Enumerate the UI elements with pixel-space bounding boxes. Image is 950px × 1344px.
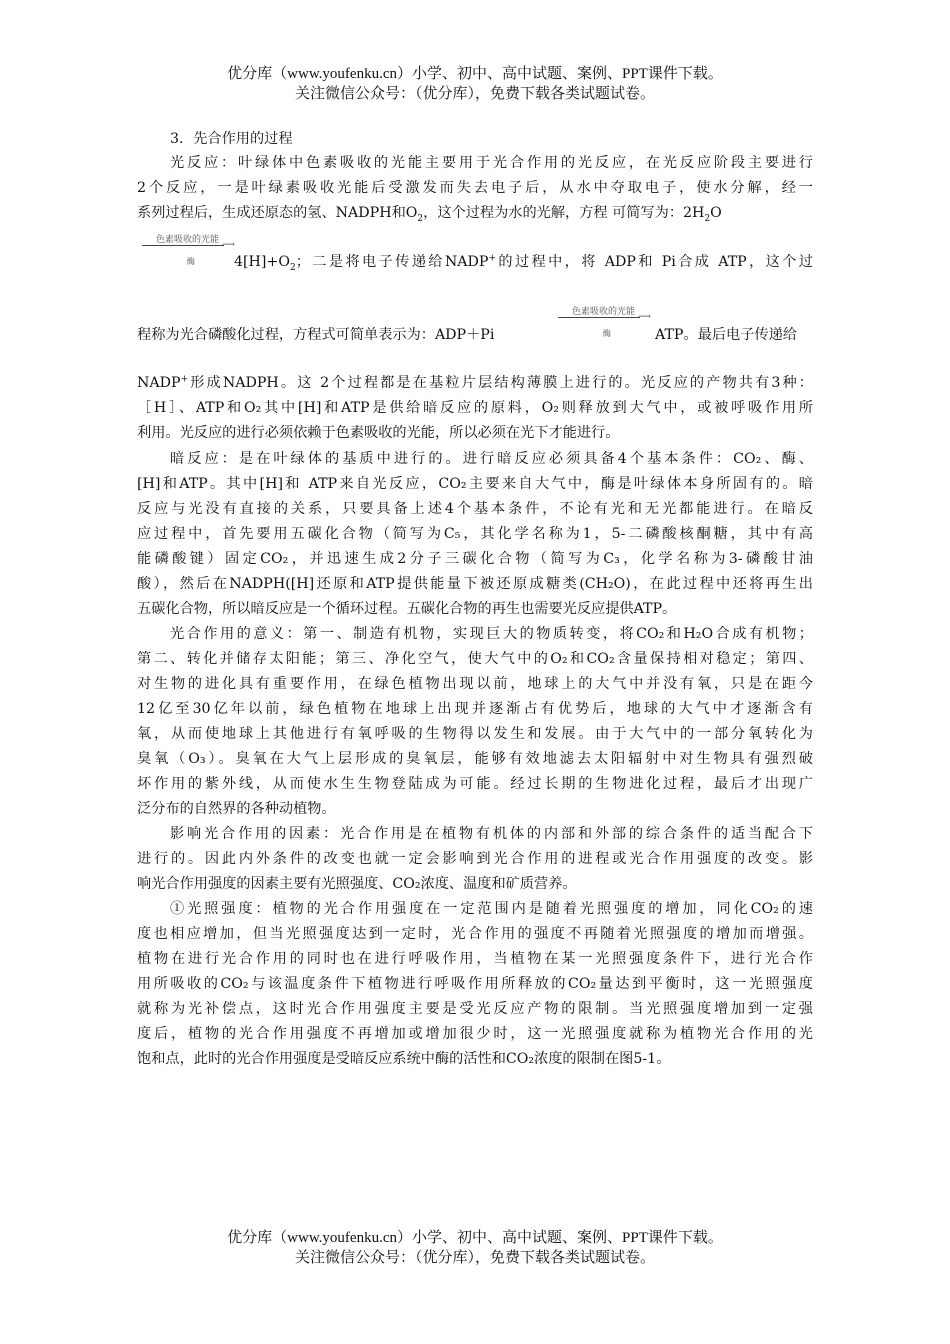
p3-line-4: 12亿至30亿年以前，绿色植物在地球上出现并逐渐占有优势后，地球的大气中才逐渐含有 (137, 701, 813, 717)
p2-line-1: 暗反应：是在叶绿体的基质中进行的。进行暗反应必须具备4个基本条件：CO₂、酶、 (170, 451, 813, 467)
p4-line-2: 进行的。因此内外条件的改变也就一定会影响到光合作用的进程或光合作用强度的改变。影 (137, 851, 813, 867)
p5-line-3: 植物在进行光合作用的同时也在进行呼吸作用，当植物在某一光照强度条件下，进行光合作 (137, 951, 813, 967)
p2-line-2: [H]和ATP。其中[H]和 ATP来自光反应，CO₂主要来自大气中，酶是叶绿体本身所固有的。暗 (137, 476, 813, 492)
p5-line-5: 就称为光补偿点，这时光合作用强度主要是受光反应产物的限制。当光照强度增加到一定强 (137, 1001, 813, 1017)
p3-line-8: 泛分布的自然界的各种动植物。 (137, 801, 336, 817)
footer-line-2: 关注微信公众号：（优分库），免费下载各类试题试卷。 (294, 1250, 655, 1266)
reaction-arrow-photophosphorylation (558, 304, 654, 342)
p4-line-3: 响光合作用强度的因素主要有光照强度、CO₂浓度、温度和矿质营养。 (137, 876, 577, 892)
header-line-1: 优分库（www.youfenku.cn）小学、初中、高中试题、案例、PPT课件下载。 (227, 66, 723, 82)
p2-line-6: 酸），然后在NADPH([H]还原和ATP提供能量下被还原成糖类(CH₂O)，在此过程中还将再生出 (137, 576, 813, 592)
p1-line-4: $4[H]+O_2$；二是将电子传递给NADP+的过程中，将 ADP和 Pi合成 ATP，这个过 (234, 253, 813, 273)
arrow-head-icon: ⟶ (638, 312, 651, 322)
p1-line-6: NADP+形成NADPH。这 2个过程都是在基粒片层结构薄膜上进行的。光反应的产物共有3种： (137, 374, 813, 391)
p5-line-7: 饱和点，此时的光合作用强度是受暗反应系统中酶的活性和CO₂浓度的限制在图5-1。 (137, 1051, 671, 1067)
p3-line-3: 对生物的进化具有重要作用，在绿色植物出现以前，地球上的大气中并没有氧，只是在距今 (137, 676, 813, 692)
section-title: 3．先合作用的过程 (170, 131, 293, 147)
p2-line-5: 能磷酸键）固定CO₂，并迅速生成2分子三碳化合物（简写为C₃，化学名称为3-磷酸甘油 (137, 551, 813, 567)
p3-line-6: 臭氧（O₃）。臭氧在大气上层形成的臭氧层，能够有效地滤去太阳辐射中对生物具有强烈破 (137, 751, 813, 767)
arrow-shaft (558, 317, 640, 318)
p3-line-7: 坏作用的紫外线，从而使水生生物登陆成为可能。经过长期的生物进化过程，最后才出现广 (137, 776, 813, 792)
p2-line-7: 五碳化合物，所以暗反应是一个循环过程。五碳化合物的再生也需要光反应提供ATP。 (137, 601, 677, 617)
p5-line-1: ①光照强度：植物的光合作用强度在一定范围内是随着光照强度的增加，同化CO₂的速 (170, 901, 813, 917)
p1-line-5b: ATP。最后电子传递给 (655, 327, 797, 343)
reaction-arrow-water-photolysis (142, 232, 238, 270)
arrow-condition-label: 色素吸收的光能 (156, 235, 220, 245)
arrow-shaft (142, 245, 224, 246)
arrow-condition-label: 色素吸收的光能 (572, 307, 636, 317)
p5-line-6: 度后，植物的光合作用强度不再增加或增加很少时，这一光照强度就称为植物光合作用的光 (137, 1026, 813, 1042)
p1-line-5a: 程称为光合磷酸化过程，方程式可简单表示为：ADP＋Pi (137, 327, 495, 343)
p2-line-3: 反应与光没有直接的关系，只要具备上述4个基本条件，不论有光和无光都能进行。在暗反 (137, 501, 813, 517)
p3-line-2: 第二、转化并储存太阳能；第三、净化空气，使大气中的O₂和CO₂含量保持相对稳定；第四、 (137, 651, 813, 667)
p5-line-2: 度也相应增加，但当光照强度达到一定时，光合作用的强度不再随着光照强度的增加而增强。 (137, 926, 813, 942)
p2-line-4: 应过程中，首先要用五碳化合物（简写为C₅，其化学名称为1，5-二磷酸核酮糖，其中有高 (137, 526, 813, 542)
p1-line-1: 光反应：叶绿体中色素吸收的光能主要用于光合作用的光反应，在光反应阶段主要进行 (170, 155, 813, 171)
header-line-2: 关注微信公众号：（优分库），免费下载各类试题试卷。 (294, 86, 655, 102)
arrow-head-icon: ⟶ (222, 240, 235, 250)
p5-line-4: 用所吸收的CO₂与该温度条件下植物进行呼吸作用所释放的CO₂量达到平衡时，这一光照强度 (137, 976, 813, 992)
footer-line-1: 优分库（www.youfenku.cn）小学、初中、高中试题、案例、PPT课件下载。 (227, 1230, 723, 1246)
p1-line-3: 系列过程后，生成还原态的氢、NADPH和$O_2$，这个过程为水的光解，方程 可简写为：$2H_2O$ (137, 205, 722, 224)
p1-line-8: 利用。光反应的进行必须依赖于色素吸收的光能，所以必须在光下才能进行。 (137, 425, 620, 441)
p1-line-7: ［H］、ATP和O₂其中[H]和ATP是供给暗反应的原料，O₂则释放到大气中，或被呼吸作用所 (137, 400, 813, 416)
p3-line-5: 氧，从而使地球上其他进行有氧呼吸的生物得以发生和发展。由于大气中的一部分氧转化为 (137, 726, 813, 742)
p1-line-2: 2个反应，一是叶绿素吸收光能后受激发而失去电子后，从水中夺取电子，使水分解，经一 (137, 180, 813, 196)
p3-line-1: 光合作用的意义：第一、制造有机物，实现巨大的物质转变，将CO₂和H₂O合成有机物； (170, 626, 813, 642)
arrow-enzyme-label: 酶 (187, 257, 195, 266)
p4-line-1: 影响光合作用的因素：光合作用是在植物有机体的内部和外部的综合条件的适当配合下 (170, 826, 813, 842)
arrow-enzyme-label: 酶 (603, 329, 611, 338)
